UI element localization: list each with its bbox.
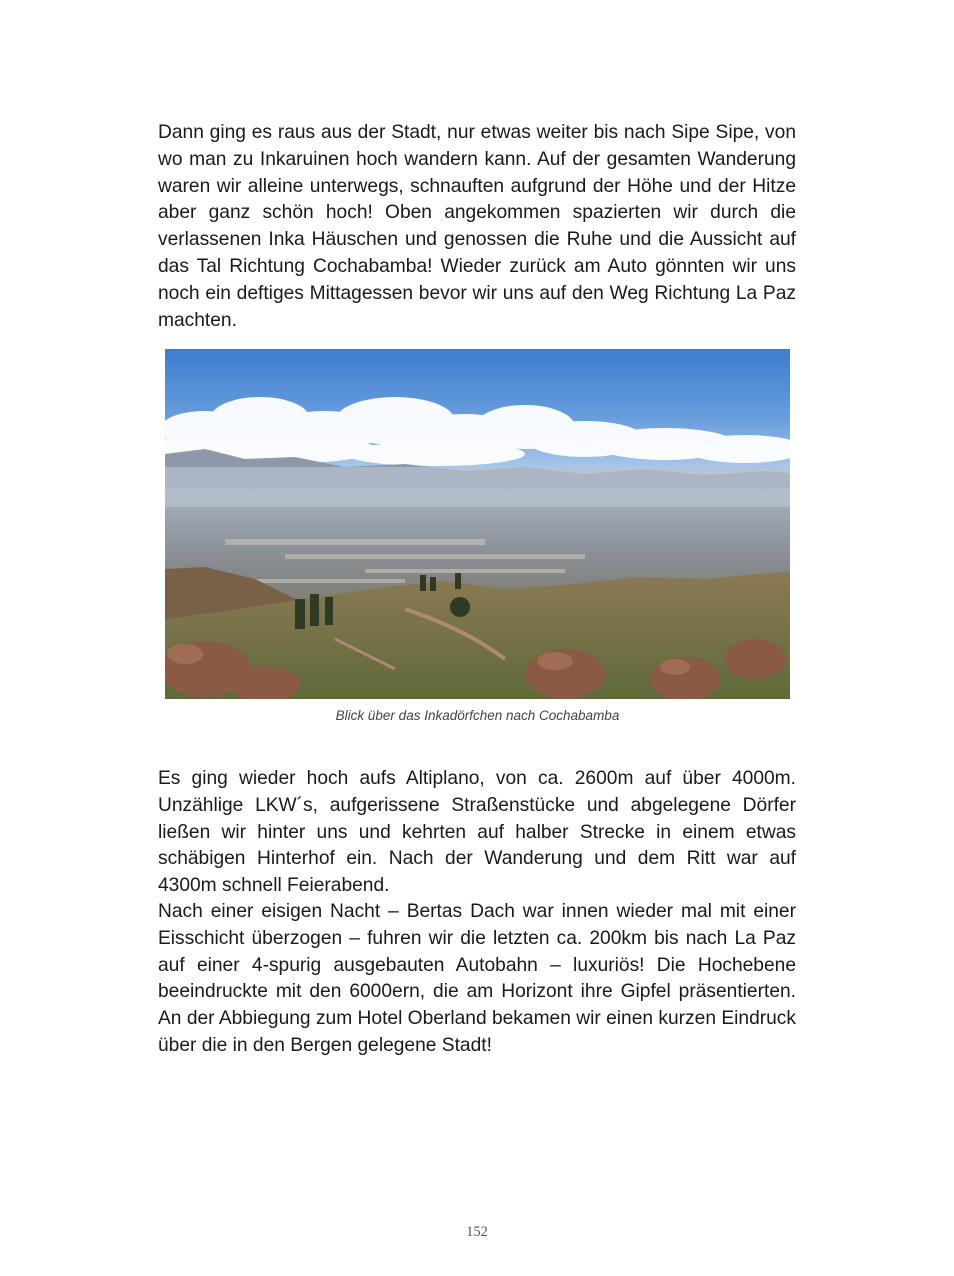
paragraph-intro: Dann ging es raus aus der Stadt, nur etwas weiter bis nach Sipe Sipe, von wo man zu Inkaruinen hoch wandern kann. Auf der gesamten Wanderung waren wir alleine unterwegs, schnauften aufgrund der Höhe und der Hitze aber ganz schön hoch! Oben angekommen spazierten wir durch die verlassenen Inka Häuschen und genossen die Ruhe und die Aussicht auf das Tal Richtung Cochabamba! Wieder zurück am Auto gönnten wir uns noch ein deftiges Mittagessen bevor wir uns auf den Weg Richtung La Paz machten. [158,122,796,331]
paragraph-la-paz: Nach einer eisigen Nacht – Bertas Dach war innen wieder mal mit einer Eisschicht überzogen – fuhren wir die letzten ca. 200km bis nach La Paz auf einer 4-spurig ausgebauten Autobahn – luxuriös! Die Hochebene beeindruckte mit den 6000ern, die am Horizont ihre Gipfel präsentierten. An der Abbiegung zum Hotel Oberland bekamen wir einen kurzen Eindruck über die in den Bergen gelegene Stadt! [158,901,796,1056]
landscape-photo [165,349,790,699]
page-number: 152 [466,1224,488,1240]
photo-caption: Blick über das Inkadörfchen nach Cochabamba [335,708,620,723]
paragraph-altiplano: Es ging wieder hoch aufs Altiplano, von ca. 2600m auf über 4000m. Unzählige LKW´s, aufgerissene Straßenstücke und abgelegene Dörfer ließen wir hinter uns und kehrten auf halber Strecke in einem etwas schäbigen Hinterhof ein. Nach der Wanderung und dem Ritt war auf 4300m schnell Feierabend. [158,768,796,897]
